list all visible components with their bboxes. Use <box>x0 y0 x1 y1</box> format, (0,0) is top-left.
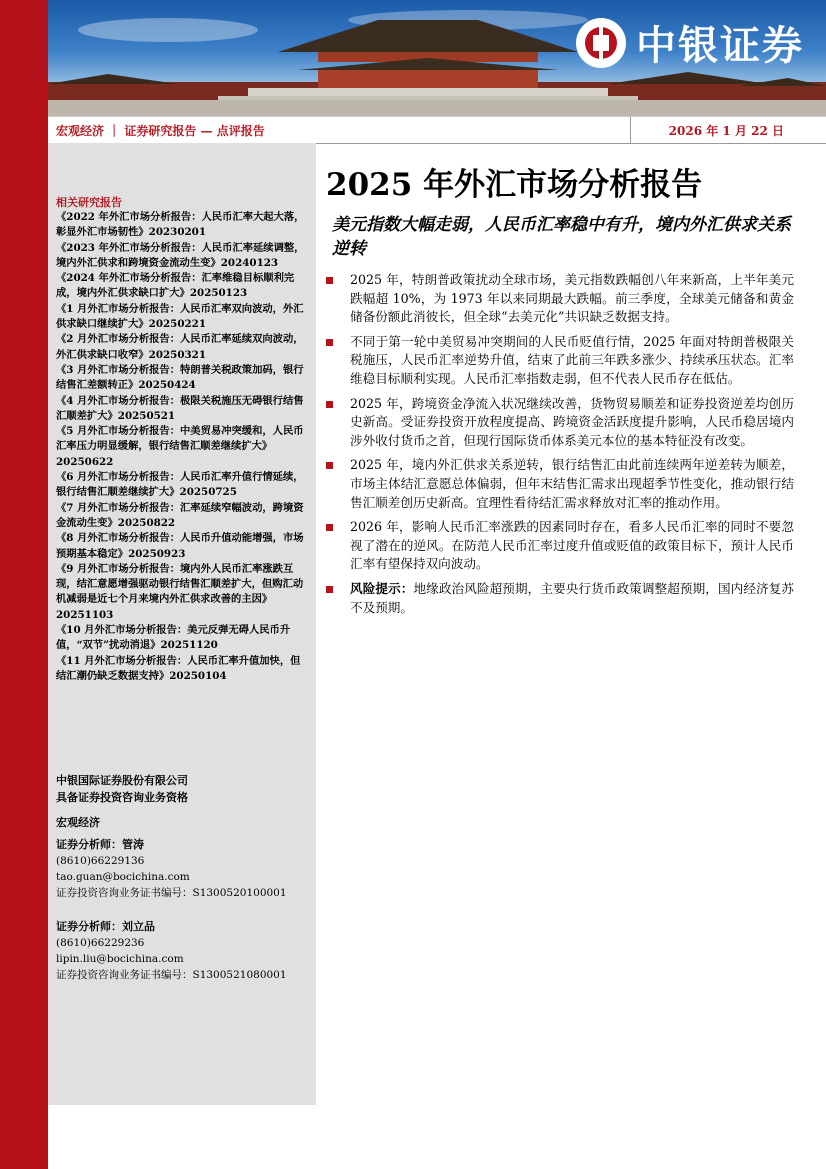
related-report-item[interactable]: 《2 月外汇市场分析报告：人民币汇率延续双向波动，外汇供求缺口收窄》20250321 <box>56 333 304 361</box>
summary-bullet <box>326 456 794 512</box>
bullet-square-icon <box>326 339 333 346</box>
analyst-cert: 证券投资咨询业务证书编号：S1300520100001 <box>56 887 287 899</box>
bullet-text: 2025 年，特朗普政策扰动全球市场，美元指数跌幅创八年来新高，上半年美元跌幅超 10%，为 1973 年以来同期最大跌幅。前三季度，全球美元储备和黄金储备份额此消彼长，但全球“去美元化”共识缺乏数据支持。 <box>350 272 794 325</box>
bullet-square-icon <box>326 524 333 531</box>
related-report-item[interactable]: 《5 月外汇市场分析报告：中美贸易冲突缓和，人民币汇率压力明显缓解，银行结售汇顺差继续扩大》20250622 <box>56 425 304 468</box>
report-category: 宏观经济 ｜ 证券研究报告 — 点评报告 <box>56 124 265 138</box>
bullet-text: 2026 年，影响人民币汇率涨跌的因素同时存在，看多人民币汇率的同时不要忽视了潜在的逆风。在防范人民币汇率过度升值或贬值的政策目标下，预计人民币汇率有望保持双向波动。 <box>350 519 794 572</box>
divider <box>630 117 631 143</box>
analyst-name: 证券分析师：管涛 <box>56 838 144 851</box>
related-report-item[interactable]: 《9 月外汇市场分析报告：境内外人民币汇率涨跌互现，结汇意愿增强驱动银行结售汇顺差扩大，但购汇动机减弱是近七个月来境内外汇供求改善的主因》20251103 <box>56 562 304 621</box>
analyst-cert: 证券投资咨询业务证书编号：S1300521080001 <box>56 969 287 981</box>
risk-warning <box>326 580 794 617</box>
report-date: 2026 年 1 月 22 日 <box>668 124 784 138</box>
summary-bullet <box>326 333 794 389</box>
analyst-phone: (8610)66229136 <box>56 855 145 867</box>
analyst-phone: (8610)66229236 <box>56 937 145 949</box>
analyst-card <box>56 919 287 983</box>
bullet-text: 地缘政治风险超预期，主要央行货币政策调整超预期，国内经济复苏不及预期。 <box>350 580 795 615</box>
report-subtitle: 美元指数大幅走弱，人民币汇率稳中有升，境内外汇供求关系逆转 <box>332 215 791 259</box>
analyst-email[interactable]: tao.guan@bocichina.com <box>56 871 190 883</box>
related-report-item[interactable]: 《1 月外汇市场分析报告：人民币汇率双向波动，外汇供求缺口继续扩大》20250221 <box>56 302 304 331</box>
bullet-square-icon <box>326 586 333 593</box>
bullet-square-icon <box>326 462 333 469</box>
sidebar <box>48 143 316 1105</box>
left-accent-bar <box>0 0 48 1169</box>
header-banner <box>48 0 826 116</box>
organization <box>56 772 188 806</box>
report-category-bar <box>48 116 826 144</box>
brand-logo <box>576 14 804 71</box>
summary-bullets <box>326 271 794 623</box>
related-report-item[interactable]: 《8 月外汇市场分析报告：人民币升值动能增强，市场预期基本稳定》20250923 <box>56 532 304 560</box>
related-report-item[interactable]: 《7 月外汇市场分析报告：汇率延续窄幅波动，跨境资金流动生变》20250822 <box>56 501 304 529</box>
bullet-text: 2025 年，境内外汇供求关系逆转，银行结售汇由此前连续两年逆差转为顺差，市场主体结汇意愿总体偏弱，但年末结售汇需求出现超季节性变化，推动银行结售汇顺差创历史新高。宜理性看待结汇需求释放对汇率的推动作用。 <box>350 457 794 510</box>
bullet-square-icon <box>326 401 333 408</box>
related-report-item[interactable]: 《3 月外汇市场分析报告：特朗普关税政策加码，银行结售汇差额转正》20250424 <box>56 363 304 392</box>
summary-bullet <box>326 518 794 574</box>
related-report-item[interactable]: 《10 月外汇市场分析报告：美元反弹无碍人民币升值，“双节”扰动消退》20251120 <box>56 624 291 652</box>
related-report-item[interactable]: 《4 月外汇市场分析报告：极限关税施压无碍银行结售汇顺差扩大》20250521 <box>56 394 304 422</box>
related-report-item[interactable]: 《6 月外汇市场分析报告：人民币汇率升值行情延续，银行结售汇顺差继续扩大》20250725 <box>56 471 304 499</box>
related-report-item[interactable]: 《11 月外汇市场分析报告：人民币汇率升值加快，但结汇潮仍缺乏数据支持》20250104 <box>56 654 301 682</box>
bullet-text: 2025 年，跨境资金净流入状况继续改善，货物贸易顺差和证券投资逆差均创历史新高。受证券投资开放程度提高、跨境资金活跃度提升影响，人民币稳居境内涉外收付货币之首，但现行国际货币体系美元本位的基本特征没有改变。 <box>350 395 794 448</box>
related-reports-list <box>56 210 310 684</box>
boc-logo-icon <box>576 18 626 68</box>
org-name: 中银国际证券股份有限公司 <box>56 774 188 787</box>
report-title: 2025 年外汇市场分析报告 <box>326 167 703 203</box>
related-reports-title: 相关研究报告 <box>56 196 122 209</box>
summary-bullet <box>326 395 794 451</box>
bullet-text: 不同于第一轮中美贸易冲突期间的人民币贬值行情，2025 年面对特朗普极限关税施压，人民币汇率逆势升值，结束了此前三年跌多涨少、持续承压状态。汇率维稳目标顺利实现。人民币汇率指数走弱，但不代表人民币存在低估。 <box>350 333 794 386</box>
org-qualification: 具备证券投资咨询业务资格 <box>56 791 188 804</box>
analyst-email[interactable]: lipin.liu@bocichina.com <box>56 953 184 965</box>
summary-bullet <box>326 271 794 327</box>
related-report-item[interactable]: 《2023 年外汇市场分析报告：人民币汇率延续调整，境内外汇供求和跨境资金流动生变》20240123 <box>56 241 305 269</box>
risk-label: 风险提示： <box>350 580 414 596</box>
brand-name: 中银证券 <box>636 23 804 69</box>
related-report-item[interactable]: 《2024 年外汇市场分析报告：汇率维稳目标顺利完成，境内外汇供求缺口扩大》20250123 <box>56 272 295 300</box>
related-report-item[interactable]: 《2022 年外汇市场分析报告：人民币汇率大起大落，彰显外汇市场韧性》20230201 <box>56 211 305 239</box>
analyst-name: 证券分析师：刘立品 <box>56 920 155 933</box>
sector-label: 宏观经济 <box>56 816 100 829</box>
analyst-card <box>56 837 287 901</box>
bullet-square-icon <box>326 277 333 284</box>
